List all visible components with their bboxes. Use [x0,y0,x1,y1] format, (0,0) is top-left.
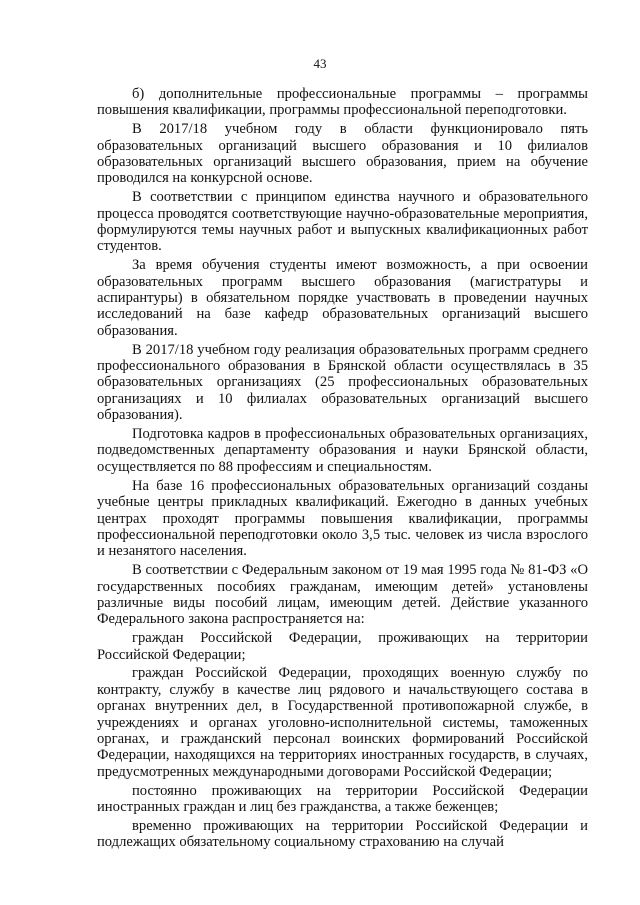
paragraph-student-research: За время обучения студенты имеют возможность, а при освоении образовательных программ высшего образования (магистратуры и аспирантуры) в обязательном порядке участвовать в проведении научных исследований на базе кафедр образовательных организаций высшего образования. [97,257,588,339]
document-body [97,86,588,853]
list-item-citizens-in-russia: граждан Российской Федерации, проживающих на территории Российской Федерации; [97,630,588,663]
page-number: 43 [313,56,327,71]
list-item-citizens-in-service: граждан Российской Федерации, проходящих военную службу по контракту, службу в качестве лиц рядового и начальствующего состава в органах внутренних дел, в Государственной противопожарной службе, в учреждениях и органах уголовно-исполнительной системы, таможенных органах, и гражданский персонал воинских формирований Российской Федерации, находящихся на территориях иностранных государств, в случаях, предусмотренных международными договорами Российской Федерации; [97,665,588,780]
list-item-temporary-residents: временно проживающих на территории Российской Федерации и подлежащих обязательному социальному страхованию на случай [97,817,588,851]
list-item-permanent-residents: постоянно проживающих на территории Российской Федерации иностранных граждан и лиц без гражданства, а также беженцев; [97,782,588,815]
paragraph-training-professions: Подготовка кадров в профессиональных образовательных организациях, подведомственных департаменту образования и науки Брянской области, осуществляется по 88 профессиям и специальностям. [97,426,588,475]
paragraph-scientific-process: В соответствии с принципом единства научного и образовательного процесса проводятся соответствующие научно-образовательные мероприятия, формулируются темы научных работ и выпускных квалификационных работ студентов. [97,189,588,255]
paragraph-qualification-centers: На базе 16 профессиональных образовательных организаций созданы учебные центры прикладных квалификаций. Ежегодно в данных учебных центрах проходят программы повышения квалификации, программы профессиональной переподготовки около 3,5 тыс. человек из числа взрослого и незанятого населения. [97,477,588,560]
paragraph-secondary-vocational: В 2017/18 учебном году реализация образовательных программ среднего профессионального образования в Брянской области осуществлялась в 35 образовательных организациях (25 профессиональных образовательных организациях и 10 филиалах образовательных организаций высшего образования). [97,341,588,424]
paragraph-federal-law: В соответствии с Федеральным законом от 19 мая 1995 года № 81-ФЗ «О государственных пособиях гражданам, имеющим детей» установлены различные виды пособий лицам, имеющим детей. Действие указанного Федерального закона распространяется на: [97,562,588,628]
paragraph-additional-programs: б) дополнительные профессиональные программы – программы повышения квалификации, программы профессиональной переподготовки. [97,86,588,119]
paragraph-higher-education-orgs: В 2017/18 учебном году в области функционировало пять образовательных организаций высшего образования и 10 филиалов образовательных организаций высшего образования, прием на обучение проводился на конкурсной основе. [97,121,588,187]
